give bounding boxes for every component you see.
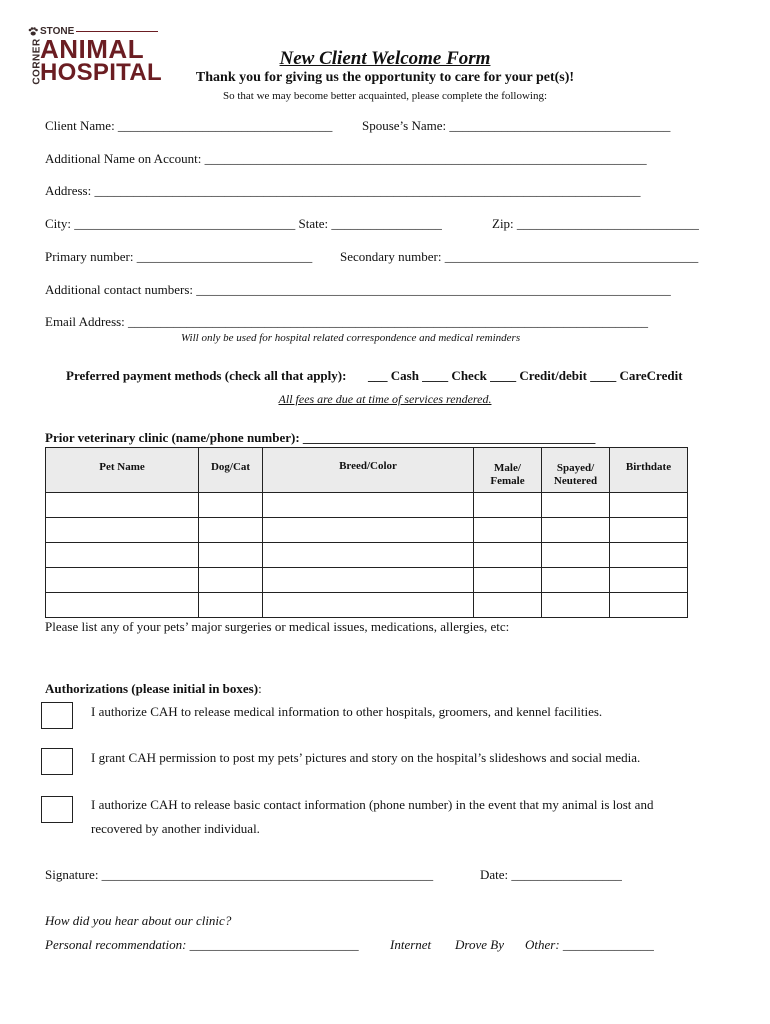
email-field[interactable]: Email Address: ________________________________________________________________________________ bbox=[45, 314, 649, 329]
table-row bbox=[46, 518, 688, 543]
table-cell[interactable] bbox=[474, 593, 542, 618]
table-cell[interactable] bbox=[263, 518, 474, 543]
logo-rule bbox=[76, 31, 158, 32]
secondary-number-field[interactable]: Secondary number: _______________________________________ bbox=[340, 249, 699, 264]
table-cell[interactable] bbox=[542, 518, 610, 543]
table-cell[interactable] bbox=[610, 493, 688, 518]
referral-personal[interactable]: Personal recommendation: __________________________ bbox=[45, 937, 359, 952]
col-birthdate: Birthdate bbox=[610, 448, 688, 493]
logo-stone-text: STONE bbox=[40, 26, 75, 37]
table-cell[interactable] bbox=[46, 543, 199, 568]
table-cell[interactable] bbox=[263, 543, 474, 568]
payment-options[interactable]: ___ Cash ____ Check ____ Credit/debit ____ CareCredit bbox=[368, 368, 683, 383]
prior-clinic-field[interactable]: Prior veterinary clinic (name/phone number): _____________________________________________ bbox=[45, 430, 596, 445]
table-row bbox=[46, 593, 688, 618]
zip-field[interactable]: Zip: ____________________________ bbox=[492, 216, 699, 231]
table-cell[interactable] bbox=[199, 518, 263, 543]
table-cell[interactable] bbox=[199, 543, 263, 568]
table-cell[interactable] bbox=[542, 543, 610, 568]
additional-name-field[interactable]: Additional Name on Account: ____________________________________________________________________ bbox=[45, 151, 647, 166]
referral-question: How did you hear about our clinic? bbox=[45, 913, 232, 928]
pet-table bbox=[45, 447, 688, 618]
table-cell[interactable] bbox=[542, 568, 610, 593]
logo-animal-text: ANIMAL bbox=[40, 34, 145, 64]
logo-hospital-text: HOSPITAL bbox=[40, 59, 162, 86]
date-field[interactable]: Date: _________________ bbox=[480, 867, 622, 882]
col-spayed-label: Spayed/ Neutered bbox=[553, 462, 598, 487]
table-cell[interactable] bbox=[542, 493, 610, 518]
table-row bbox=[46, 493, 688, 518]
table-cell[interactable] bbox=[46, 568, 199, 593]
table-cell[interactable] bbox=[542, 593, 610, 618]
auth-social-media: I grant CAH permission to post my pets’ pictures and story on the hospital’s slideshows and social media. bbox=[91, 750, 641, 765]
table-cell[interactable] bbox=[263, 593, 474, 618]
referral-other[interactable]: Other: ______________ bbox=[525, 937, 654, 952]
col-sex bbox=[474, 448, 542, 493]
table-cell[interactable] bbox=[610, 543, 688, 568]
table-cell[interactable] bbox=[199, 593, 263, 618]
signature-field[interactable]: Signature: ___________________________________________________ bbox=[45, 867, 434, 882]
address-field[interactable]: Address: ____________________________________________________________________________________ bbox=[45, 183, 641, 198]
initial-box-contact-release[interactable] bbox=[41, 796, 73, 823]
client-name-field[interactable]: Client Name: _________________________________ bbox=[45, 118, 333, 133]
referral-drove-by[interactable]: Drove By bbox=[455, 937, 504, 952]
initial-box-medical-release[interactable] bbox=[41, 702, 73, 729]
table-cell[interactable] bbox=[46, 593, 199, 618]
city-state-field[interactable]: City: __________________________________ State: _________________ bbox=[45, 216, 442, 231]
medical-issues-prompt: Please list any of your pets’ major surgeries or medical issues, medications, allergies, etc: bbox=[45, 619, 510, 634]
table-cell[interactable] bbox=[199, 493, 263, 518]
initial-box-social-media[interactable] bbox=[41, 748, 73, 775]
table-cell[interactable] bbox=[474, 568, 542, 593]
table-cell[interactable] bbox=[46, 493, 199, 518]
auth-contact-release-continued: recovered by another individual. bbox=[91, 821, 260, 836]
table-row bbox=[46, 543, 688, 568]
table-cell[interactable] bbox=[610, 593, 688, 618]
primary-number-field[interactable]: Primary number: ___________________________ bbox=[45, 249, 313, 264]
table-cell[interactable] bbox=[610, 518, 688, 543]
table-cell[interactable] bbox=[610, 568, 688, 593]
col-sex-label: Male/ Female bbox=[490, 462, 525, 487]
table-cell[interactable] bbox=[474, 493, 542, 518]
thank-you-line: Thank you for giving us the opportunity to care for your pet(s)! bbox=[195, 70, 575, 85]
table-cell[interactable] bbox=[474, 543, 542, 568]
auth-medical-release: I authorize CAH to release medical information to other hospitals, groomers, and kennel facilities. bbox=[91, 704, 603, 719]
table-cell[interactable] bbox=[263, 568, 474, 593]
auth-contact-release: I authorize CAH to release basic contact information (phone number) in the event that my animal is lost and bbox=[91, 797, 654, 812]
authorizations-heading bbox=[45, 681, 262, 697]
col-breed-color: Breed/Color bbox=[263, 448, 474, 493]
paw-icon bbox=[28, 27, 38, 36]
payment-label: Preferred payment methods (check all that apply): bbox=[66, 368, 347, 383]
table-cell[interactable] bbox=[46, 518, 199, 543]
fees-note: All fees are due at time of services rendered. bbox=[278, 392, 492, 406]
spouse-name-field[interactable]: Spouse’s Name: __________________________________ bbox=[362, 118, 671, 133]
instructions-line: So that we may become better acquainted, please complete the following: bbox=[222, 90, 548, 102]
table-cell[interactable] bbox=[199, 568, 263, 593]
authorizations-colon: : bbox=[258, 681, 262, 696]
table-cell[interactable] bbox=[263, 493, 474, 518]
referral-internet[interactable]: Internet bbox=[390, 937, 432, 952]
table-cell[interactable] bbox=[474, 518, 542, 543]
authorizations-heading-text: Authorizations (please initial in boxes) bbox=[45, 681, 259, 696]
table-row bbox=[46, 568, 688, 593]
col-dog-cat: Dog/Cat bbox=[199, 448, 263, 493]
logo-corner-text: CORNER bbox=[31, 38, 43, 85]
col-pet-name: Pet Name bbox=[46, 448, 199, 493]
additional-contact-field[interactable]: Additional contact numbers: _________________________________________________________________________ bbox=[45, 282, 671, 297]
pet-table-header-row bbox=[46, 448, 688, 493]
page-title: New Client Welcome Form bbox=[279, 48, 491, 69]
email-note: Will only be used for hospital related correspondence and medical reminders bbox=[181, 332, 521, 344]
col-spayed bbox=[542, 448, 610, 493]
